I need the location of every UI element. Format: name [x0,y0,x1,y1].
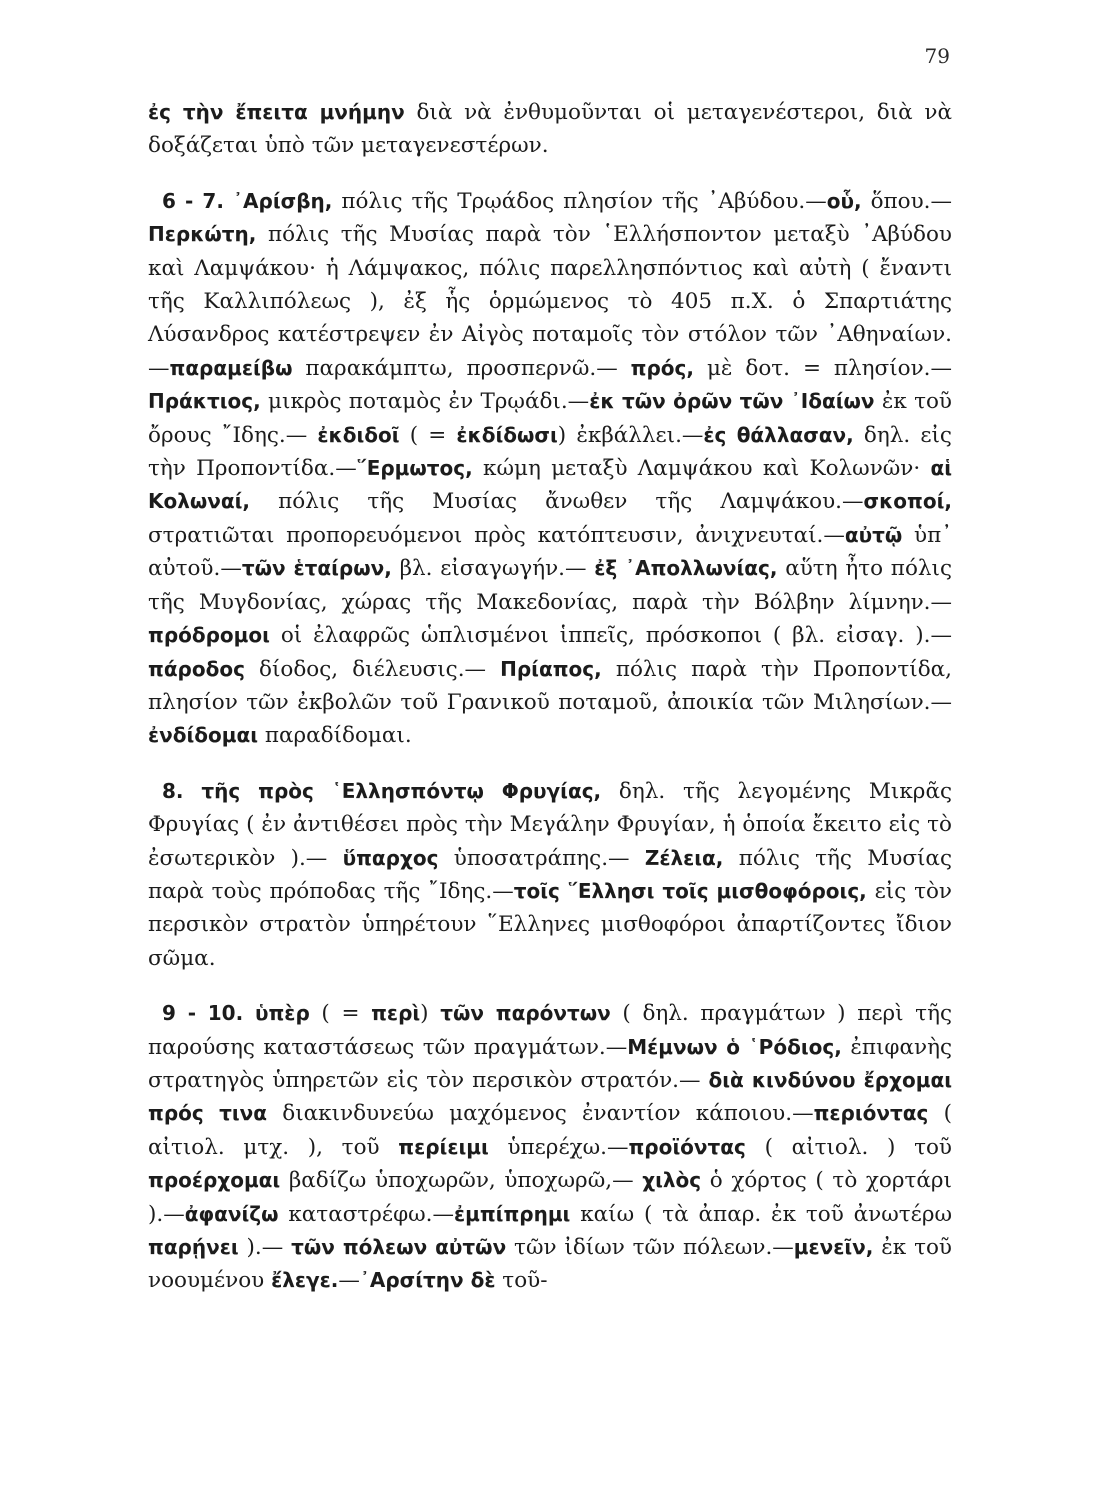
page-text [148,96,952,1320]
gloss-text: μικρὸς ποταμὸς ἐν Τρῳάδι.— [260,389,590,415]
glossary-term: τῶν ἑταίρων, [241,556,392,581]
glossary-term: αἱ Κολωναί, [148,456,952,514]
gloss-text: οἱ ἐλαφρῶς ὡπλισμένοι ἱππεῖς, πρόσκοποι ( βλ. εἰσαγ. ).— [269,623,952,649]
gloss-text: ) [420,1001,441,1027]
gloss-text: πόλις τῆς Τρῳάδος πλησίον τῆς ᾿Αβύδου.— [332,188,827,214]
gloss-text: τοῦ- [495,1268,548,1294]
glossary-term: ἐξ ᾿Απολλωνίας, [594,556,778,581]
section-number: 9 - 10. [162,1001,255,1026]
glossary-term: αὐτῷ [844,522,903,547]
glossary-term: πρόδρομοι [148,623,270,648]
glossary-term: τῶν παρόντων [440,1001,611,1026]
glossary-term: ἀφανίζω [184,1201,279,1226]
glossary-term: σκοποί, [863,489,952,514]
glossary-term: περίειμι [398,1134,489,1159]
glossary-term: Περκώτη, [148,222,257,247]
gloss-text: ) ἐκβάλλει.— [557,422,704,448]
glossary-term: τοῖς ῞Ελλησι τοῖς μισθοφόροις, [513,878,867,903]
glossary-term: περὶ [371,1001,421,1026]
gloss-text: τῶν ἰδίων τῶν πόλεων.— [506,1235,794,1260]
gloss-text: ( = [399,422,457,448]
glossary-term: διὰ κινδύνου ἔρχομαι πρός τινα [148,1067,952,1126]
gloss-text: ἐκ τοῦ νοουμένου [148,1235,952,1294]
gloss-text: καίω ( τὰ ἀπαρ. ἐκ τοῦ ἀνωτέρω [570,1201,952,1227]
glossary-term: Ζέλεια, [644,845,724,870]
glossary-term: ὑπὲρ [254,1001,310,1026]
paragraph-section-9-10 [148,997,952,1298]
gloss-text: ).— [238,1235,292,1260]
glossary-term: ἐς θάλλασαν, [703,422,854,447]
gloss-text: δηλ. τῆς λεγομένης Μικρᾶς Φρυγίας ( ἐν ἀντιθέσει πρὸς τὴν Μεγάλην Φρυγίαν, ἡ ὁποία ἔκειτο εἰς τὸ ἐσωτερικὸν ).— [148,778,953,871]
paragraph-section-8 [148,775,952,975]
glossary-term: περιόντας [813,1101,929,1126]
gloss-text: δίοδος, διέλευσις.— [244,656,501,682]
gloss-text: πόλις τῆς Μυσίας παρὰ τοὺς πρόποδας τῆς ῎Ιδης.— [148,845,952,904]
gloss-text: ( = [309,1001,372,1027]
glossary-term: μενεῖν, [793,1235,874,1259]
gloss-text: αὕτη ἦτο πόλις τῆς Μυγδονίας, χώρας τῆς Μακεδονίας, παρὰ τὴν Βόλβην λίμνην.— [148,556,952,615]
gloss-text: ἐκ τοῦ ὄρους ῎Ιδης.— [148,389,952,448]
glossary-term: ῞Ερμωτος, [356,456,473,481]
gloss-text: ( δηλ. πραγμάτων ) περὶ τῆς παρούσης καταστάσεως τῶν πραγμάτων.— [148,1001,952,1060]
gloss-text: μὲ δοτ. = πλησίον.— [694,355,952,381]
glossary-term: ἐκδίδωσι [456,422,558,447]
gloss-text: ὁ χόρτος ( τὸ χορτάρι ).— [148,1168,952,1227]
section-number: 8. [162,778,202,803]
glossary-term: Πράκτιος, [148,389,261,414]
gloss-text: πόλις τῆς Μυσίας ἄνωθεν τῆς Λαμψάκου.— [250,489,864,515]
gloss-text: στρατιῶται προπορευόμενοι πρὸς κατόπτευσιν, ἀνιχνευταί.— [148,522,845,548]
glossary-term: παραμείβω [169,355,293,380]
gloss-text: δηλ. εἰς τὴν Προποντίδα.— [148,422,952,482]
glossary-term: ἐκδιδοῖ [317,422,400,447]
gloss-text: παραδίδομαι. [258,723,412,749]
gloss-text: πόλις παρὰ τὴν Προποντίδα, πλησίον τῶν ἐκβολῶν τοῦ Γρανικοῦ ποταμοῦ, ἀποικία τῶν Μιλησίων.— [148,656,952,715]
gloss-text: ( αἰτιολ. ) τοῦ [745,1134,952,1160]
page-number: 79 [924,44,950,68]
glossary-term: ᾿Αρίσβη, [233,188,333,213]
glossary-term: ἐς τὴν ἔπειτα μνήμην [148,100,405,124]
glossary-term: ὕπαρχος [342,845,439,870]
gloss-text: διὰ νὰ ἐνθυμοῦνται οἱ μεταγενέστεροι, διὰ νὰ δοξάζεται ὑπὸ τῶν μεταγενεστέρων. [148,100,952,159]
glossary-term: Πρίαπος, [500,656,602,681]
glossary-term: ἐκ τῶν ὀρῶν τῶν ᾿Ιδαίων [589,389,875,414]
glossary-term: χιλὸς [642,1168,702,1193]
gloss-text: ὑπ᾿ αὐτοῦ.— [148,522,952,582]
gloss-text: ὅπου.— [861,188,952,214]
gloss-text: ἐπιφανὴς στρατηγὸς ὑπηρετῶν εἰς τὸν περσικὸν στρατόν.— [148,1034,952,1093]
glossary-term: πάροδος [148,656,245,681]
glossary-term: προϊόντας [628,1134,746,1159]
glossary-term: προέρχομαι [148,1168,281,1193]
gloss-text: εἰς τὸν περσικὸν στρατὸν ὑπηρέτουν ῞Ελληνες μισθοφόροι ἀπαρτίζοντες ἴδιον σῶμα. [148,878,952,971]
glossary-term: τῆς πρὸς ῾Ελλησπόντῳ Φρυγίας, [201,778,602,803]
gloss-text: καταστρέφω.— [278,1201,454,1227]
glossary-term: τῶν πόλεων αὐτῶν [291,1235,507,1259]
glossary-term: ἐνδίδομαι [148,723,259,748]
glossary-term: οὗ, [826,188,862,213]
gloss-text: παρακάμπτω, προσπερνῶ.— [292,355,631,381]
glossary-term: πρός, [630,355,694,380]
section-number: 6 - 7. [162,188,234,213]
glossary-term: ἐμπίπρημι [454,1201,571,1226]
gloss-text: ὑποσατράπης.— [438,845,645,871]
gloss-text: διακινδυνεύω μαχόμενος ἐναντίον κάποιου.— [267,1101,814,1127]
glossary-term: ἔλεγε. [271,1268,339,1293]
paragraph-intro [148,96,952,163]
gloss-text: βαδίζω ὑποχωρῶν, ὑποχωρῶ,— [280,1168,643,1194]
glossary-term: ᾿Αρσίτην δὲ [359,1268,496,1293]
gloss-text: ὑπερέχω.— [488,1134,629,1160]
gloss-text: κώμη μεταξὺ Λαμψάκου καὶ Κολωνῶν· [472,456,931,482]
glossary-term: παρῄνει [148,1235,239,1259]
glossary-term: Μέμνων ὁ ῾Ρόδιος, [627,1034,842,1059]
gloss-text: — [338,1268,360,1294]
gloss-text: πόλις τῆς Μυσίας παρὰ τὸν ῾Ελλήσποντον μεταξὺ ᾿Αβύδου καὶ Λαμψάκου· ἡ Λάμψακος, πόλις παρελλησπόντιος καὶ αὐτὴ ( ἔναντι τῆς Καλλιπόλεως ), ἐξ ἧς ὁρμώμενος τὸ 405 π.Χ. ὁ Σπαρτιάτης Λύσανδρος κατέστρεψεν ἐν Αἰγὸς ποταμοῖς τὸν στόλον τῶν ᾿Αθηναίων.— [148,222,952,381]
gloss-text: ( αἰτιολ. μτχ. ), τοῦ [148,1101,952,1160]
paragraph-section-6-7 [148,185,952,753]
gloss-text: βλ. εἰσαγωγήν.— [391,556,595,582]
